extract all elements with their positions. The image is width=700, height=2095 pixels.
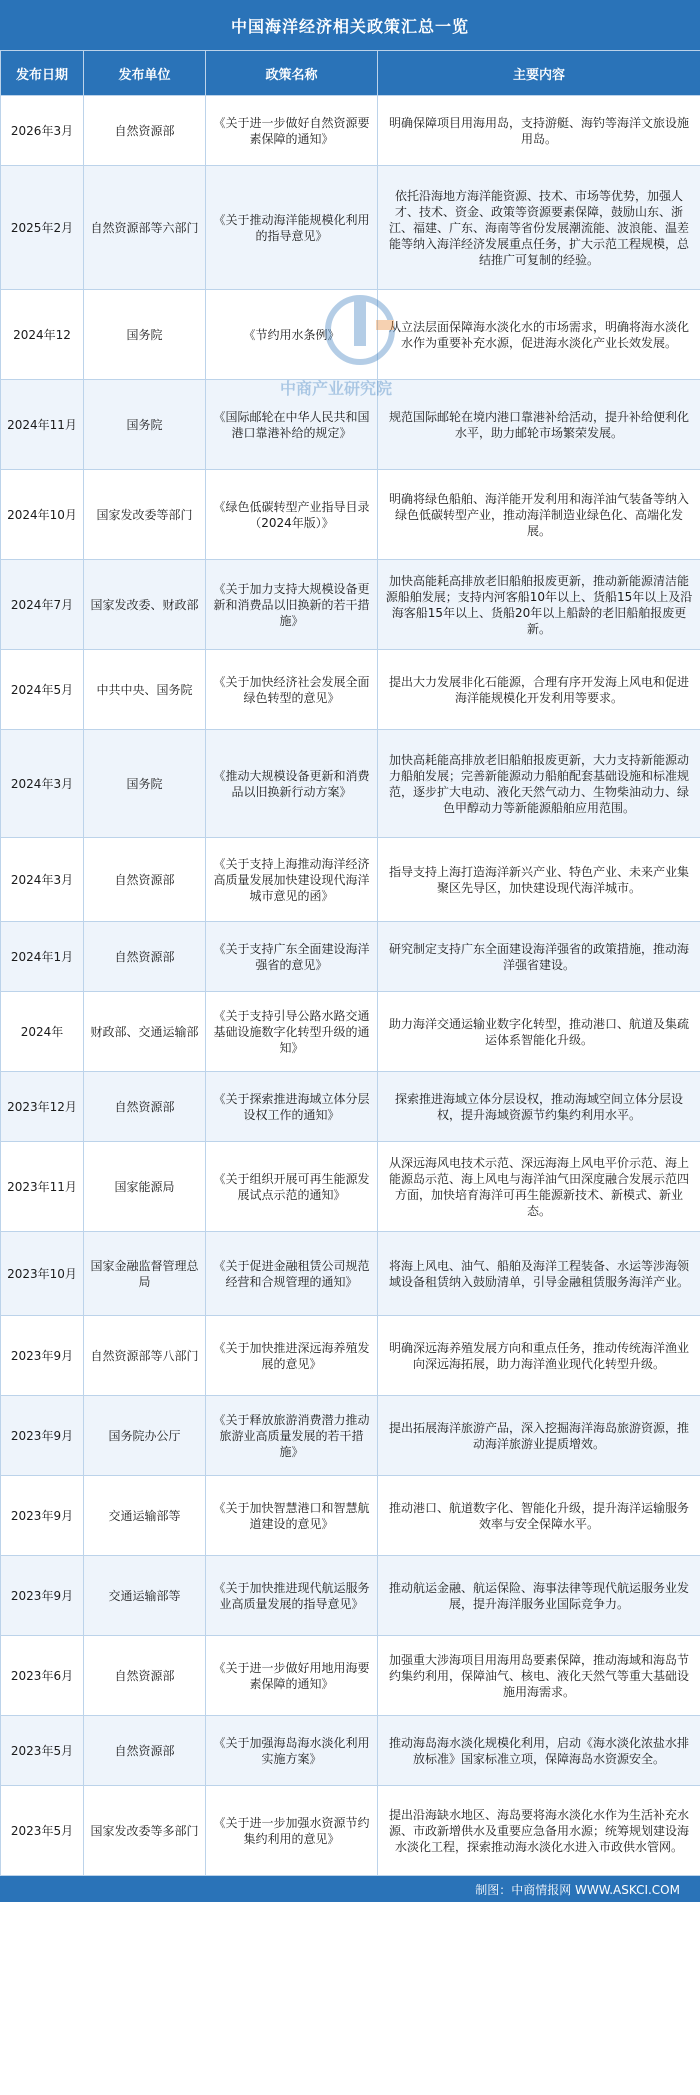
cell-content: 从深远海风电技术示范、深远海海上风电平价示范、海上能源岛示范、海上风电与海洋油气田深度融合发展示范四方面，加快培育海洋可再生能源新技术、新模式、新业态。 (378, 1142, 700, 1232)
cell-unit: 国家金融监督管理总局 (84, 1232, 206, 1316)
cell-unit: 自然资源部 (84, 1072, 206, 1142)
footer-credit: 制图：中商情报网 WWW.ASKCI.COM (0, 1876, 700, 1902)
table-row (1, 470, 700, 560)
table-row (1, 560, 700, 650)
table-row (1, 1716, 700, 1786)
cell-policy-name: 《关于释放旅游消费潜力推动旅游业高质量发展的若干措施》 (206, 1396, 378, 1476)
cell-unit: 国务院 (84, 380, 206, 470)
cell-date: 2023年10月 (1, 1232, 84, 1316)
cell-policy-name: 《绿色低碳转型产业指导目录（2024年版）》 (206, 470, 378, 560)
cell-date: 2024年3月 (1, 730, 84, 838)
table-row (1, 838, 700, 922)
cell-content: 明确深远海养殖发展方向和重点任务，推动传统海洋渔业向深远海拓展，助力海洋渔业现代化转型升级。 (378, 1316, 700, 1396)
cell-date: 2023年9月 (1, 1556, 84, 1636)
cell-policy-name: 《关于加快推进现代航运服务业高质量发展的指导意见》 (206, 1556, 378, 1636)
cell-date: 2023年9月 (1, 1396, 84, 1476)
cell-policy-name: 《推动大规模设备更新和消费品以旧换新行动方案》 (206, 730, 378, 838)
cell-date: 2023年6月 (1, 1636, 84, 1716)
table-row (1, 650, 700, 730)
cell-unit: 交通运输部等 (84, 1476, 206, 1556)
cell-policy-name: 《关于进一步加强水资源节约集约利用的意见》 (206, 1786, 378, 1876)
cell-policy-name: 《关于加快经济社会发展全面绿色转型的意见》 (206, 650, 378, 730)
table-row (1, 1142, 700, 1232)
column-header-unit: 发布单位 (84, 51, 206, 96)
cell-date: 2024年10月 (1, 470, 84, 560)
cell-unit: 自然资源部 (84, 922, 206, 992)
cell-unit: 国家发改委等部门 (84, 470, 206, 560)
cell-content: 从立法层面保障海水淡化水的市场需求，明确将海水淡化水作为重要补充水源，促进海水淡化产业长效发展。 (378, 290, 700, 380)
table-row (1, 1072, 700, 1142)
cell-date: 2025年2月 (1, 166, 84, 290)
cell-policy-name: 《关于推动海洋能规模化利用的指导意见》 (206, 166, 378, 290)
cell-content: 推动港口、航道数字化、智能化升级，提升海洋运输服务效率与安全保障水平。 (378, 1476, 700, 1556)
cell-policy-name: 《关于加快推进深远海养殖发展的意见》 (206, 1316, 378, 1396)
cell-policy-name: 《关于进一步做好用地用海要素保障的通知》 (206, 1636, 378, 1716)
cell-content: 依托沿海地方海洋能资源、技术、市场等优势，加强人才、技术、资金、政策等资源要素保障，鼓励山东、浙江、福建、广东、海南等省份发展潮流能、波浪能、温差能等纳入海洋经济发展重点任务，扩大示范工程规模，总结推广可复制的经验。 (378, 166, 700, 290)
cell-policy-name: 《节约用水条例》 (206, 290, 378, 380)
cell-unit: 交通运输部等 (84, 1556, 206, 1636)
cell-date: 2023年5月 (1, 1716, 84, 1786)
cell-date: 2024年11月 (1, 380, 84, 470)
cell-unit: 国家发改委等多部门 (84, 1786, 206, 1876)
cell-content: 探索推进海域立体分层设权，推动海域空间立体分层设权，提升海域资源节约集约利用水平。 (378, 1072, 700, 1142)
cell-date: 2023年12月 (1, 1072, 84, 1142)
cell-content: 提出大力发展非化石能源，合理有序开发海上风电和促进海洋能规模化开发利用等要求。 (378, 650, 700, 730)
cell-policy-name: 《关于加快智慧港口和智慧航道建设的意见》 (206, 1476, 378, 1556)
table-row (1, 290, 700, 380)
cell-content: 助力海洋交通运输业数字化转型，推动港口、航道及集疏运体系智能化升级。 (378, 992, 700, 1072)
cell-date: 2023年9月 (1, 1316, 84, 1396)
cell-date: 2024年7月 (1, 560, 84, 650)
table-row (1, 1476, 700, 1556)
cell-unit: 自然资源部 (84, 838, 206, 922)
cell-policy-name: 《关于支持引导公路水路交通基础设施数字化转型升级的通知》 (206, 992, 378, 1072)
cell-content: 推动海岛海水淡化规模化利用，启动《海水淡化浓盐水排放标准》国家标准立项，保障海岛水资源安全。 (378, 1716, 700, 1786)
cell-date: 2023年9月 (1, 1476, 84, 1556)
cell-date: 2024年5月 (1, 650, 84, 730)
cell-content: 规范国际邮轮在境内港口靠港补给活动，提升补给便利化水平，助力邮轮市场繁荣发展。 (378, 380, 700, 470)
page-title: 中国海洋经济相关政策汇总一览 (0, 0, 700, 50)
cell-content: 加快高能耗高排放老旧船舶报废更新，推动新能源清洁能源船舶发展；支持内河客船10年以上、货船15年以上及沿海客船15年以上、货船20年以上船龄的老旧船舶报废更新。 (378, 560, 700, 650)
cell-date: 2024年3月 (1, 838, 84, 922)
column-header-content: 主要内容 (378, 51, 700, 96)
cell-unit: 国家发改委、财政部 (84, 560, 206, 650)
cell-content: 加快高耗能高排放老旧船舶报废更新，大力支持新能源动力船舶发展；完善新能源动力船舶配套基础设施和标准规范，逐步扩大电动、液化天然气动力、生物柴油动力、绿色甲醇动力等新能源船舶应用范围。 (378, 730, 700, 838)
cell-unit: 财政部、交通运输部 (84, 992, 206, 1072)
cell-content: 提出沿海缺水地区、海岛要将海水淡化水作为生活补充水源、市政新增供水及重要应急备用水源；统筹规划建设海水淡化工程，探索推动海水淡化水进入市政供水管网。 (378, 1786, 700, 1876)
cell-policy-name: 《关于支持广东全面建设海洋强省的意见》 (206, 922, 378, 992)
table-row (1, 992, 700, 1072)
cell-unit: 自然资源部 (84, 1716, 206, 1786)
cell-policy-name: 《关于加力支持大规模设备更新和消费品以旧换新的若干措施》 (206, 560, 378, 650)
table-row (1, 380, 700, 470)
cell-content: 推动航运金融、航运保险、海事法律等现代航运服务业发展，提升海洋服务业国际竞争力。 (378, 1556, 700, 1636)
cell-unit: 自然资源部等六部门 (84, 166, 206, 290)
cell-policy-name: 《关于探索推进海域立体分层设权工作的通知》 (206, 1072, 378, 1142)
table-row (1, 1232, 700, 1316)
cell-unit: 国务院 (84, 730, 206, 838)
column-header-policy-name: 政策名称 (206, 51, 378, 96)
cell-date: 2024年 (1, 992, 84, 1072)
cell-unit: 中共中央、国务院 (84, 650, 206, 730)
cell-unit: 国家能源局 (84, 1142, 206, 1232)
table-row (1, 922, 700, 992)
table-row (1, 1316, 700, 1396)
table-row (1, 730, 700, 838)
table-row (1, 166, 700, 290)
policy-table (0, 50, 700, 1876)
cell-content: 将海上风电、油气、船舶及海洋工程装备、水运等涉海领域设备租赁纳入鼓励清单，引导金融租赁服务海洋产业。 (378, 1232, 700, 1316)
cell-date: 2023年5月 (1, 1786, 84, 1876)
cell-unit: 自然资源部等八部门 (84, 1316, 206, 1396)
cell-unit: 自然资源部 (84, 1636, 206, 1716)
table-header-row (1, 51, 700, 96)
cell-unit: 国务院办公厅 (84, 1396, 206, 1476)
column-header-date: 发布日期 (1, 51, 84, 96)
table-row (1, 1556, 700, 1636)
cell-policy-name: 《关于组织开展可再生能源发展试点示范的通知》 (206, 1142, 378, 1232)
table-row (1, 96, 700, 166)
table-row (1, 1786, 700, 1876)
table-row (1, 1636, 700, 1716)
cell-content: 研究制定支持广东全面建设海洋强省的政策措施，推动海洋强省建设。 (378, 922, 700, 992)
cell-content: 提出拓展海洋旅游产品，深入挖掘海洋海岛旅游资源，推动海洋旅游业提质增效。 (378, 1396, 700, 1476)
cell-unit: 自然资源部 (84, 96, 206, 166)
watermark-text: 中商产业研究院 (280, 379, 393, 398)
cell-date: 2026年3月 (1, 96, 84, 166)
cell-policy-name: 《关于促进金融租赁公司规范经营和合规管理的通知》 (206, 1232, 378, 1316)
cell-date: 2024年12 (1, 290, 84, 380)
cell-content: 指导支持上海打造海洋新兴产业、特色产业、未来产业集聚区先导区，加快建设现代海洋城市。 (378, 838, 700, 922)
cell-unit: 国务院 (84, 290, 206, 380)
cell-content: 加强重大涉海项目用海用岛要素保障，推动海域和海岛节约集约利用，保障油气、核电、液化天然气等重大基础设施用海需求。 (378, 1636, 700, 1716)
policy-table-body (1, 96, 700, 1876)
table-row (1, 1396, 700, 1476)
cell-content: 明确保障项目用海用岛，支持游艇、海钓等海洋文旅设施用岛。 (378, 96, 700, 166)
cell-policy-name: 《关于支持上海推动海洋经济高质量发展加快建设现代海洋城市意见的函》 (206, 838, 378, 922)
cell-policy-name: 《关于加强海岛海水淡化利用实施方案》 (206, 1716, 378, 1786)
cell-date: 2024年1月 (1, 922, 84, 992)
cell-policy-name: 《关于进一步做好自然资源要素保障的通知》 (206, 96, 378, 166)
cell-date: 2023年11月 (1, 1142, 84, 1232)
cell-content: 明确将绿色船舶、海洋能开发利用和海洋油气装备等纳入绿色低碳转型产业，推动海洋制造业绿色化、高端化发展。 (378, 470, 700, 560)
cell-policy-name: 《国际邮轮在中华人民共和国港口靠港补给的规定》 (206, 380, 378, 470)
